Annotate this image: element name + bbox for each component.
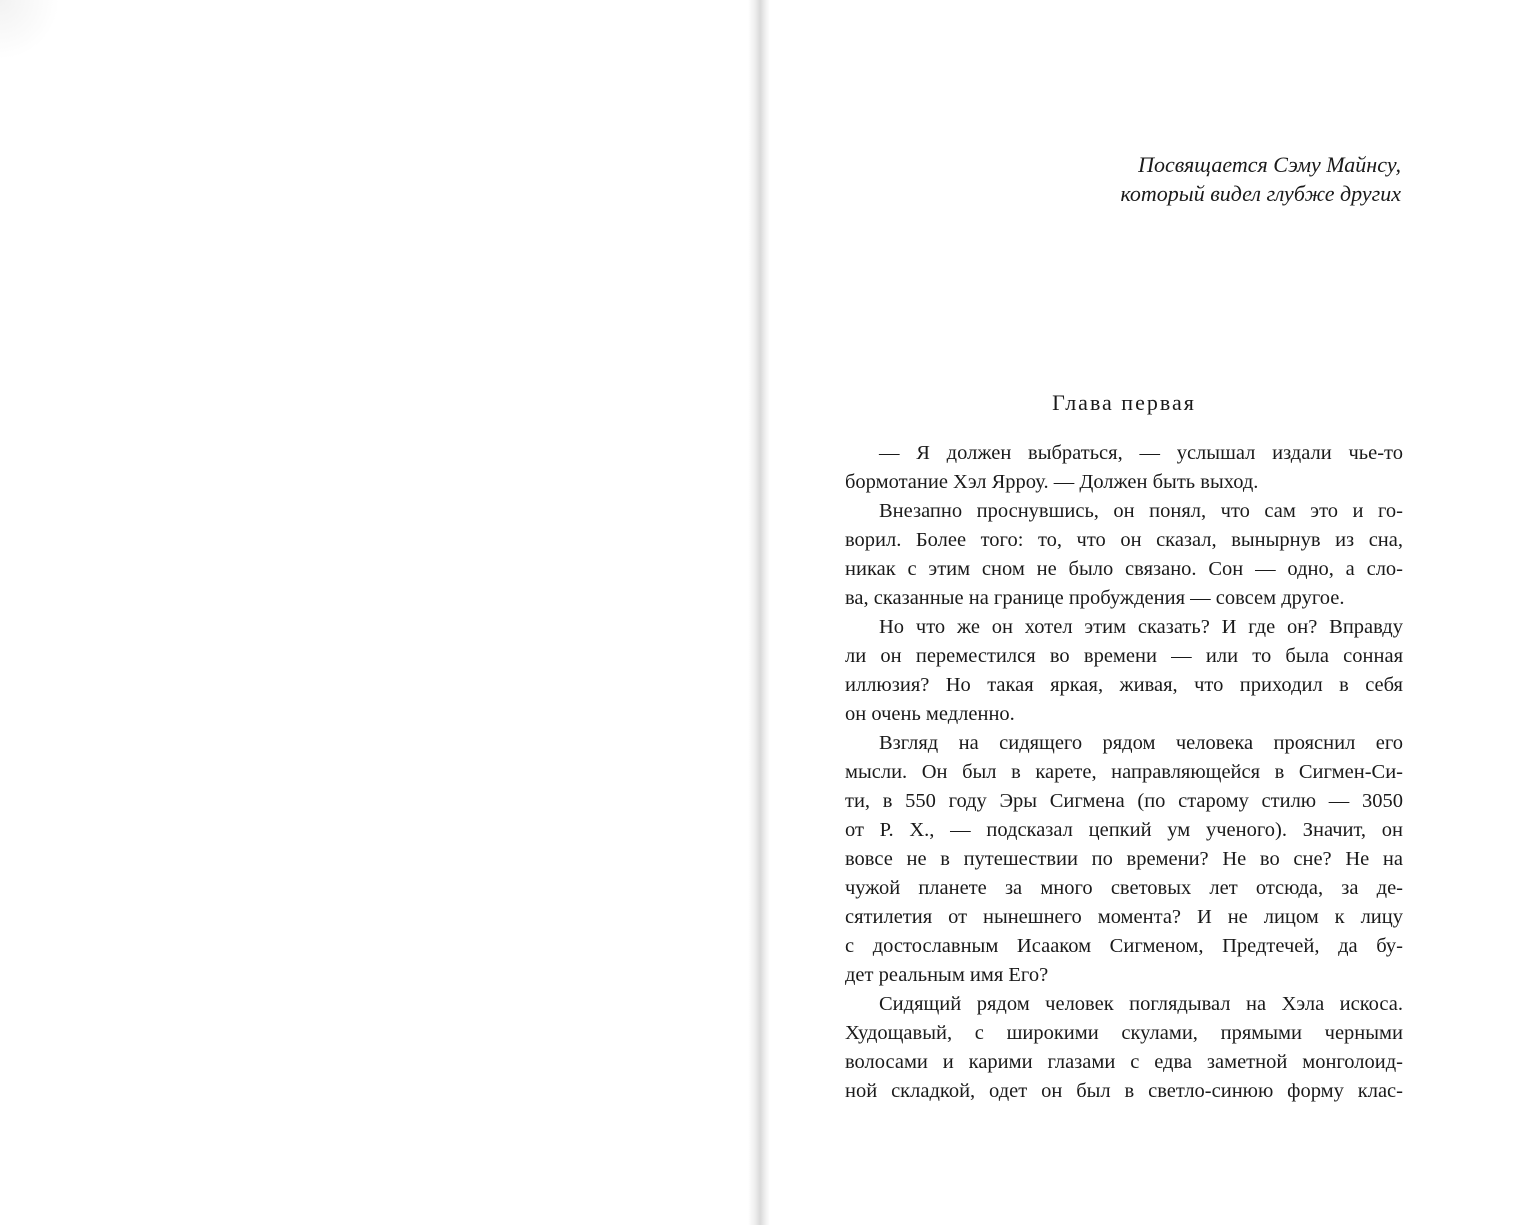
text-line: чужой планете за много световых лет отсюда, за де- <box>845 877 1403 899</box>
text-line: иллюзия? Но такая яркая, живая, что приходил в себя <box>845 674 1403 696</box>
text-line: бормотание Хэл Ярроу. — Должен быть выход. <box>845 471 1259 493</box>
text-line: дет реальным имя Его? <box>845 964 1049 986</box>
chapter-body <box>845 439 1403 1106</box>
left-page-blank <box>0 0 752 1225</box>
text-line: ти, в 550 году Эры Сигмена (по старому стилю — 3050 <box>845 790 1403 812</box>
text-line: волосами и карими глазами с едва заметной монголоид- <box>845 1051 1403 1073</box>
text-line: Сидящий рядом человек поглядывал на Хэла искоса. <box>879 993 1403 1015</box>
text-line: никак с этим сном не было связано. Сон — одно, а сло- <box>845 558 1403 580</box>
text-line: Внезапно проснувшись, он понял, что сам это и го- <box>879 500 1403 522</box>
text-line: ной складкой, одет он был в светло-синюю форму клас- <box>845 1080 1403 1102</box>
text-line: сятилетия от нынешнего момента? И не лицом к лицу <box>845 906 1403 928</box>
text-line: Взгляд на сидящего рядом человека прояснил его <box>879 732 1403 754</box>
chapter-title: Глава первая <box>1052 390 1196 415</box>
dedication-line-1: Посвящается Сэму Майнсу, <box>1138 152 1401 177</box>
right-page <box>770 0 1518 1225</box>
text-line: ли он переместился во времени — или то была сонная <box>845 645 1403 667</box>
text-line: он очень медленно. <box>845 703 1015 725</box>
dedication <box>1120 150 1401 208</box>
text-line: ворил. Более того: то, что он сказал, вынырнув из сна, <box>845 529 1403 551</box>
text-line: Но что же он хотел этим сказать? И где он? Вправду <box>879 616 1403 638</box>
text-line: с достославным Исааком Сигменом, Предтечей, да бу- <box>845 935 1403 957</box>
text-line: от Р. Х., — подсказал цепкий ум ученого). Значит, он <box>845 819 1403 841</box>
text-line: Худощавый, с широкими скулами, прямыми черными <box>845 1022 1403 1044</box>
text-line: — Я должен выбраться, — услышал издали чье-то <box>879 442 1403 464</box>
dedication-line-2: который видел глубже других <box>1120 181 1401 206</box>
page-corner-shadow <box>0 0 60 60</box>
text-line: мысли. Он был в карете, направляющейся в Сигмен-Си- <box>845 761 1403 783</box>
text-line: ва, сказанные на границе пробуждения — совсем другое. <box>845 587 1345 609</box>
book-gutter <box>748 0 770 1225</box>
text-line: вовсе не в путешествии по времени? Не во сне? Не на <box>845 848 1403 870</box>
